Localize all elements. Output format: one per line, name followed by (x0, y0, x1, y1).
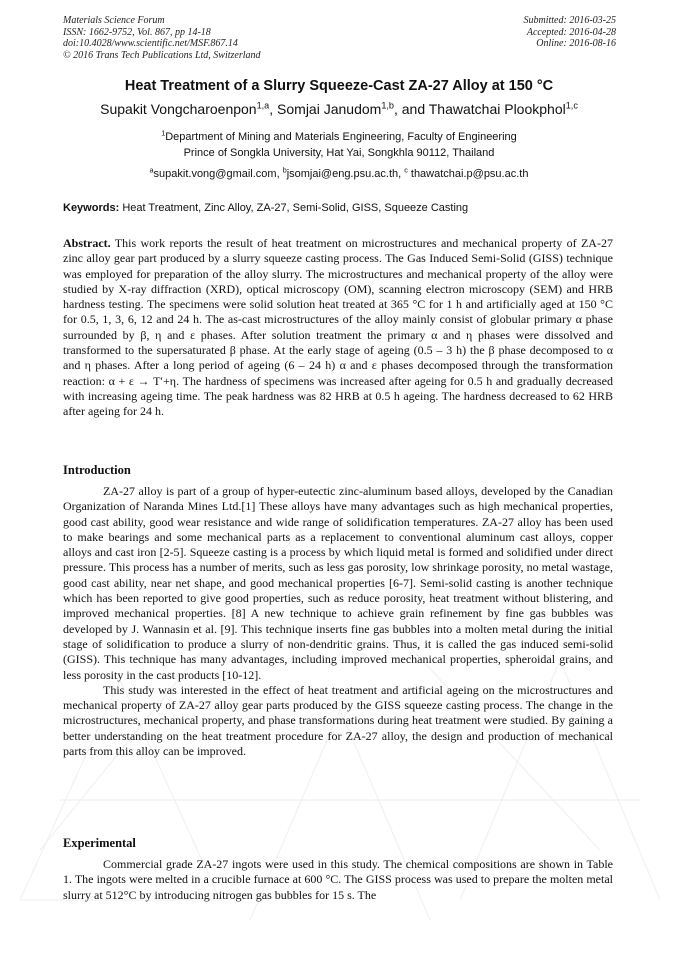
email-b[interactable]: $^b$jsomjai@eng.psu.ac.th, (282, 166, 405, 180)
journal-name: Materials Science Forum (63, 15, 165, 26)
submitted-date: Submitted: 2016-03-25 (523, 15, 616, 26)
experimental-body (63, 857, 613, 903)
email-a[interactable]: $^a$supakit.vong@gmail.com, (149, 166, 283, 180)
paper-title: Heat Treatment of a Slurry Squeeze-Cast ZA-27 Alloy at 150 °C (124, 78, 554, 94)
journal-info (63, 15, 261, 61)
copyright-line: © 2016 Trans Tech Publications Ltd, Switzerland (63, 49, 261, 61)
experimental-paragraph-1: Commercial grade ZA-27 ingots were used in this study. The chemical compositions are shown in Table 1. The ingots were melted in a crucible furnace at 600 °C. The GISS process was used to prepare the molten metal slurry at 512°C by introducing nitrogen gas bubbles for 15 s. The (63, 857, 613, 902)
introduction-paragraph-2: This study was interested in the effect of heat treatment and artificial ageing on the microstructures and mechanical property of ZA-27 alloy gear parts produced by the GISS squeeze casting process. The change in the microstructures, mechanical property, and phase transformations during heat treatment were studied. By gaining a better understanding on the heat treatment procedure for ZA-27 alloy, the design and production of mechanical parts from this alloy can be improved. (63, 682, 613, 759)
abstract-text: This work reports the result of heat treatment on microstructures and mechanical property of ZA-27 zinc alloy gear part produced by a slurry squeeze casting process. The Gas Induced Semi-Solid (GISS) technique was employed for preparation of the alloy slurry. The microstructures and mechanical property of the alloy were studied by X-ray diffraction (XRD), optical microscopy (OM), scanning electron microscopy (SEM) and HRB hardness testing. The specimens were solid solution heat treated at 365 °C for 1 h and artificially aged at 150 °C for 0.5, 1, 3, 6, 12 and 24 h. The as-cast microstructures of the alloy mainly consist of globular primary α phase surrounded by β, η and ε phases. After solution treatment the primary α and η phases were dissolved and transformed to the supersaturated β phase. At the early stage of ageing (0.5 – 3 h) the β phase decomposed to α and η phases. After a long period of ageing (6 – 24 h) α and ε phases decomposed through the transformation reaction: α + ε → T′+η. The hardness of specimens was increased after ageing for 0.5 h and gradually decreased with increasing ageing time. The peak hardness was 82 HRB at 0.5 h ageing. The hardness decreased to 62 HRB after ageing for 24 h. (63, 236, 613, 419)
submission-dates (524, 15, 617, 50)
author-list: Supakit Vongcharoenpon$^{1,a}$, Somjai Janudom$^{1,b}$, and Thawatchai Plookphol$^{1,c}$ (100, 100, 578, 117)
author-emails (40, 166, 638, 182)
introduction-heading: Introduction (63, 463, 131, 477)
author-2: Somjai Janudom$^{1,b}$ (277, 100, 394, 117)
experimental-heading: Experimental (63, 836, 136, 850)
keywords (63, 202, 623, 214)
affiliation: $^1$Department of Mining and Materials Engineering, Faculty of Engineering Prince of Songkla University, Hat Yai, Songkhla 90112, Thailand (40, 129, 638, 161)
introduction-paragraph-1: ZA-27 alloy is part of a group of hyper-eutectic zinc-aluminum based alloys, developed by the Canadian Organization of Naranda Mines Ltd.[1] These alloys have many advantages such as high mechanical properties, good cast ability, good wear resistance and wide range of solidification temperatures. ZA-27 alloy has been used to make bearings and some mechanical parts as a replacement to conventional aluminum cast alloys, copper alloys and cast iron [2-5]. Squeeze casting is a process by which liquid metal is formed and solidified under direct pressure. This process has a number of merits, such as less gas porosity, low shrinkage porosity, no metal wastage, good cast ability, near net shape, and good mechanical properties [6-7]. Semi-solid casting is another technique which has been reported to give good properties, such as reduce porosity, heat treatment without blistering, and improved mechanical properties. [8] A new technique to achieve grain refinement by fine gas bubbles was developed by J. Wannasin et al. [9]. This technique inserts fine gas bubbles into a molten metal during the initial stage of solidification to produce a slurry of non-dendritic grains. Thus, it is called the gas induced semi-solid (GISS). This technique has many advantages, including improved mechanical properties, spheroidal grains, and less porosity in the cast products [10-12]. (63, 484, 613, 682)
author-1: Supakit Vongcharoenpon$^{1,a}$ (100, 100, 270, 117)
accepted-date: Accepted: 2016-04-28 (526, 26, 616, 38)
affiliation-line-2: Prince of Songkla University, Hat Yai, Songkhla 90112, Thailand (183, 147, 495, 159)
keywords-text: Heat Treatment, Zinc Alloy, ZA-27, Semi-Solid, GISS, Squeeze Casting (122, 202, 469, 214)
online-date: Online: 2016-08-16 (536, 38, 616, 49)
issn-line: ISSN: 1662-9752, Vol. 867, pp 14-18 (63, 26, 211, 38)
abstract-label: Abstract. (63, 236, 111, 250)
author-3: Thawatchai Plookphol$^{1,c}$ (428, 100, 578, 117)
email-c[interactable]: $^c$ thawatchai.p@psu.ac.th (404, 166, 529, 180)
doi-line: doi:10.4028/www.scientific.net/MSF.867.14 (63, 38, 238, 49)
abstract (63, 236, 613, 420)
affiliation-line-1: Department of Mining and Materials Engineering, Faculty of Engineering (165, 131, 517, 143)
keywords-label: Keywords: (63, 202, 120, 214)
introduction-body (63, 484, 613, 759)
